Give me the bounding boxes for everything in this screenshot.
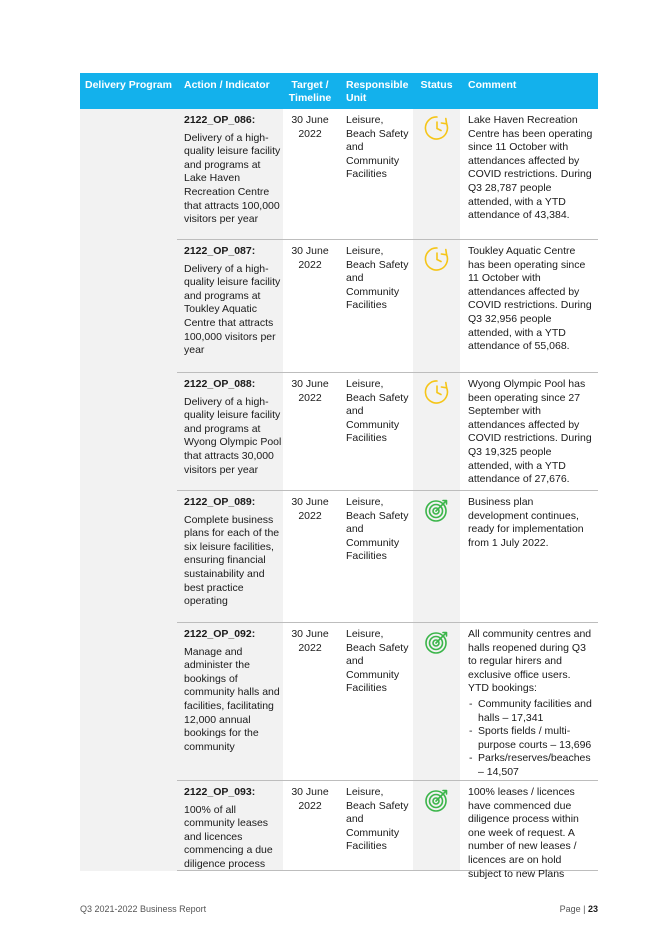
clock-icon bbox=[424, 115, 450, 146]
action-indicator-cell bbox=[177, 373, 283, 490]
comment-text: 100% leases / licences have commenced due diligence process within one week of request. A number of new leases / licences are on hold subject to new Plans bbox=[468, 786, 579, 880]
responsible-unit-cell: Leisure, Beach Safety and Community Facilities bbox=[346, 628, 409, 695]
target-timeline-cell: 30 June 2022 bbox=[291, 378, 329, 404]
comment-cell bbox=[460, 491, 598, 622]
table-row bbox=[177, 109, 598, 240]
comment-cell bbox=[460, 623, 598, 780]
action-indicator-cell bbox=[177, 109, 283, 239]
action-code: 2122_OP_086: bbox=[184, 114, 256, 126]
table-header bbox=[80, 73, 598, 109]
list-item: - Parks/reserves/beaches – 14,507 bbox=[468, 752, 594, 779]
status-cell bbox=[413, 623, 460, 780]
action-code: 2122_OP_092: bbox=[184, 628, 256, 640]
comment-cell bbox=[460, 781, 598, 880]
action-description: Delivery of a high-quality leisure facility and programs at Wyong Olympic Pool that attracts 30,000 visitors per year bbox=[184, 395, 282, 476]
status-cell bbox=[413, 781, 460, 870]
action-indicator-cell bbox=[177, 781, 283, 870]
target-icon bbox=[424, 629, 450, 660]
status-cell bbox=[413, 109, 460, 239]
page-footer bbox=[80, 904, 598, 914]
table-row bbox=[177, 781, 598, 880]
action-code: 2122_OP_087: bbox=[184, 245, 256, 257]
action-description: Delivery of a high-quality leisure facility and programs at Lake Haven Recreation Centre that attracts 100,000 visitors per year bbox=[184, 131, 281, 226]
comment-text: Toukley Aquatic Centre has been operating since 11 October with attendances affected by COVID restrictions. During Q3 32,956 people attended, with a YTD attendance of 55,068. bbox=[468, 245, 592, 353]
responsible-unit-cell: Leisure, Beach Safety and Community Facilities bbox=[346, 786, 409, 853]
table-row bbox=[177, 373, 598, 491]
clock-icon bbox=[424, 379, 450, 410]
list-item: - Sports fields / multi-purpose courts – 13,696 bbox=[468, 725, 594, 752]
action-code: 2122_OP_088: bbox=[184, 378, 256, 390]
bookings-list bbox=[468, 698, 594, 780]
action-indicator-cell bbox=[177, 623, 283, 780]
footer-page bbox=[560, 904, 598, 914]
target-timeline-cell: 30 June 2022 bbox=[291, 114, 329, 140]
comment-text: All community centres and halls reopened during Q3 to regular hirers and exclusive office users. YTD bookings: bbox=[468, 628, 592, 695]
list-item: - Community facilities and halls – 17,341 bbox=[468, 698, 594, 725]
table-row bbox=[177, 240, 598, 373]
responsible-unit-cell: Leisure, Beach Safety and Community Facilities bbox=[346, 378, 409, 445]
status-cell bbox=[413, 240, 460, 372]
target-timeline-cell: 30 June 2022 bbox=[291, 628, 329, 654]
header-delivery-program: Delivery Program bbox=[85, 79, 172, 91]
responsible-unit-cell: Leisure, Beach Safety and Community Facilities bbox=[346, 245, 409, 312]
operational-plan-table bbox=[80, 73, 598, 880]
action-code: 2122_OP_089: bbox=[184, 496, 256, 508]
action-code: 2122_OP_093: bbox=[184, 786, 256, 798]
delivery-program-column bbox=[80, 109, 177, 871]
header-comment: Comment bbox=[468, 79, 517, 91]
action-indicator-cell bbox=[177, 491, 283, 622]
responsible-unit-cell: Leisure, Beach Safety and Community Facilities bbox=[346, 496, 409, 563]
header-action-indicator: Action / Indicator bbox=[184, 79, 270, 91]
header-responsible-unit: Responsible Unit bbox=[346, 79, 409, 104]
status-cell bbox=[413, 491, 460, 622]
target-icon bbox=[424, 497, 450, 528]
clock-icon bbox=[424, 246, 450, 277]
comment-text: Lake Haven Recreation Centre has been operating since 11 October with attendances affected by COVID restrictions. During Q3 28,787 people attended, with a YTD attendance of 43,384. bbox=[468, 114, 593, 222]
header-target-timeline: Target / Timeline bbox=[288, 79, 332, 104]
table-row bbox=[177, 623, 598, 781]
status-cell bbox=[413, 373, 460, 490]
responsible-unit-cell: Leisure, Beach Safety and Community Facilities bbox=[346, 114, 409, 181]
comment-cell bbox=[460, 240, 598, 372]
target-timeline-cell: 30 June 2022 bbox=[291, 496, 329, 522]
footer-page-number: 23 bbox=[587, 904, 598, 914]
table-body bbox=[80, 109, 598, 880]
footer-page-label: Page | bbox=[559, 904, 586, 914]
table-row bbox=[177, 491, 598, 623]
action-indicator-cell bbox=[177, 240, 283, 372]
action-description: Delivery of a high-quality leisure facility and programs at Toukley Aquatic Centre that attracts 100,000 visitors per year bbox=[184, 262, 281, 357]
action-description: Manage and administer the bookings of community halls and facilities, facilitating 12,000 annual bookings for the community bbox=[184, 645, 280, 753]
comment-text: Business plan development continues, ready for implementation from 1 July 2022. bbox=[468, 496, 584, 549]
target-timeline-cell: 30 June 2022 bbox=[291, 245, 329, 271]
header-status: Status bbox=[420, 79, 453, 91]
action-description: 100% of all community leases and licences commencing a due diligence process bbox=[184, 803, 273, 870]
target-icon bbox=[424, 787, 450, 818]
comment-cell bbox=[460, 373, 598, 490]
footer-report-title: Q3 2021-2022 Business Report bbox=[80, 904, 207, 914]
comment-cell bbox=[460, 109, 598, 239]
comment-text: Wyong Olympic Pool has been operating since 27 September with attendances affected by COVID restrictions. During Q3 19,325 people attended, with a YTD attendance of 27,676. bbox=[468, 378, 592, 486]
target-timeline-cell: 30 June 2022 bbox=[291, 786, 329, 812]
action-description: Complete business plans for each of the six leisure facilities, ensuring financial sustainability and best practice operating bbox=[184, 513, 280, 608]
